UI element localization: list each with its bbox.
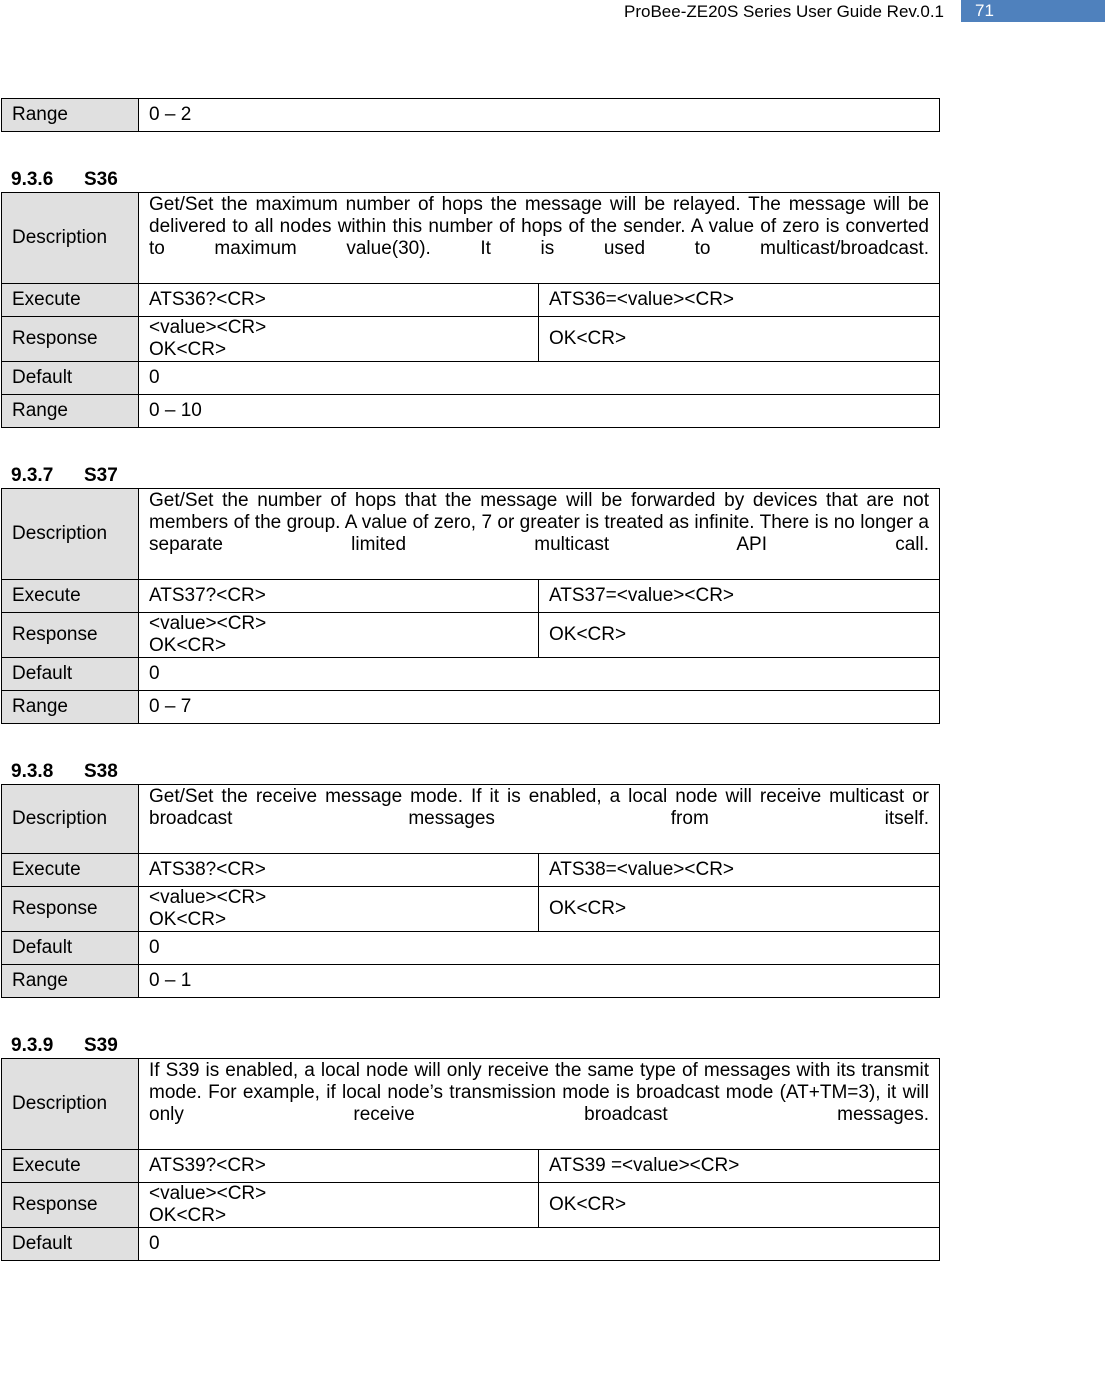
- table-previous-range: [1, 98, 940, 132]
- page-content: [1, 98, 939, 1261]
- description-label: Description: [2, 489, 139, 580]
- description-value: If S39 is enabled, a local node will only receive the same type of messages with its transmit mode. For example, if local node’s transmission mode is broadcast mode (AT+TM=3), it will only receive broadcast messages.: [139, 1059, 940, 1150]
- response-get-value: <value><CR> OK<CR>: [139, 613, 539, 658]
- table-row: [2, 1059, 940, 1150]
- description-value: Get/Set the receive message mode. If it is enabled, a local node will receive multicast or broadcast messages from itself.: [139, 785, 940, 854]
- default-label: Default: [2, 932, 139, 965]
- range-label: Range: [2, 395, 139, 428]
- execute-get-value: ATS37?<CR>: [139, 580, 539, 613]
- table-row: [2, 658, 940, 691]
- section-heading-s36: 9.3.6 S36: [11, 169, 118, 190]
- response-set-value: OK<CR>: [539, 613, 940, 658]
- table-row: [2, 362, 940, 395]
- table-s36: [1, 192, 940, 428]
- description-value: Get/Set the number of hops that the message will be forwarded by devices that are not members of the group. A value of zero, 7 or greater is treated as infinite. There is no longer a separate limited multicast API call.: [139, 489, 940, 580]
- range-label: Range: [2, 691, 139, 724]
- table-s37: [1, 488, 940, 724]
- document-title: ProBee-ZE20S Series User Guide Rev.0.1: [624, 2, 944, 21]
- execute-label: Execute: [2, 1150, 139, 1183]
- description-label: Description: [2, 193, 139, 284]
- table-row: [2, 580, 940, 613]
- table-row: [2, 691, 940, 724]
- default-value: 0: [139, 1228, 940, 1261]
- range-value: 0 – 7: [139, 691, 940, 724]
- table-row: [2, 932, 940, 965]
- response-set-value: OK<CR>: [539, 317, 940, 362]
- response-get-value: <value><CR> OK<CR>: [139, 1183, 539, 1228]
- response-label: Response: [2, 613, 139, 658]
- execute-set-value: ATS36=<value><CR>: [539, 284, 940, 317]
- default-label: Default: [2, 362, 139, 395]
- table-s39: [1, 1058, 940, 1261]
- table-row: [2, 193, 940, 284]
- response-label: Response: [2, 317, 139, 362]
- execute-get-value: ATS39?<CR>: [139, 1150, 539, 1183]
- execute-get-value: ATS38?<CR>: [139, 854, 539, 887]
- table-row: [2, 887, 940, 932]
- response-get-value: <value><CR> OK<CR>: [139, 317, 539, 362]
- table-row: [2, 489, 940, 580]
- default-value: 0: [139, 932, 940, 965]
- execute-label: Execute: [2, 284, 139, 317]
- response-set-value: OK<CR>: [539, 887, 940, 932]
- default-value: 0: [139, 362, 940, 395]
- range-label: Range: [2, 965, 139, 998]
- page-number-badge: 71: [961, 0, 1105, 22]
- default-value: 0: [139, 658, 940, 691]
- execute-set-value: ATS37=<value><CR>: [539, 580, 940, 613]
- section-heading-s39: 9.3.9 S39: [11, 1035, 118, 1056]
- range-value: 0 – 1: [139, 965, 940, 998]
- response-label: Response: [2, 887, 139, 932]
- execute-label: Execute: [2, 854, 139, 887]
- description-label: Description: [2, 1059, 139, 1150]
- description-label: Description: [2, 785, 139, 854]
- page-header: [0, 0, 1105, 24]
- table-row: [2, 1183, 940, 1228]
- table-row: [2, 317, 940, 362]
- table-s38: [1, 784, 940, 998]
- table-row: [2, 854, 940, 887]
- section-heading-s38: 9.3.8 S38: [11, 761, 118, 782]
- execute-set-value: ATS39 =<value><CR>: [539, 1150, 940, 1183]
- table-row: [2, 1228, 940, 1261]
- table-row: [2, 613, 940, 658]
- range-value: 0 – 10: [139, 395, 940, 428]
- default-label: Default: [2, 658, 139, 691]
- description-value: Get/Set the maximum number of hops the message will be relayed. The message will be delivered to all nodes within this number of hops of the sender. A value of zero is converted to maximum value(30). It is used to multicast/broadcast.: [139, 193, 940, 284]
- table-row: [2, 965, 940, 998]
- table-row: [2, 1150, 940, 1183]
- execute-label: Execute: [2, 580, 139, 613]
- response-get-value: <value><CR> OK<CR>: [139, 887, 539, 932]
- response-label: Response: [2, 1183, 139, 1228]
- range-value: 0 – 2: [139, 99, 940, 132]
- table-row: [2, 99, 940, 132]
- table-row: [2, 785, 940, 854]
- table-row: [2, 284, 940, 317]
- range-label: Range: [2, 99, 139, 132]
- section-heading-s37: 9.3.7 S37: [11, 465, 118, 486]
- response-set-value: OK<CR>: [539, 1183, 940, 1228]
- default-label: Default: [2, 1228, 139, 1261]
- execute-get-value: ATS36?<CR>: [139, 284, 539, 317]
- table-row: [2, 395, 940, 428]
- execute-set-value: ATS38=<value><CR>: [539, 854, 940, 887]
